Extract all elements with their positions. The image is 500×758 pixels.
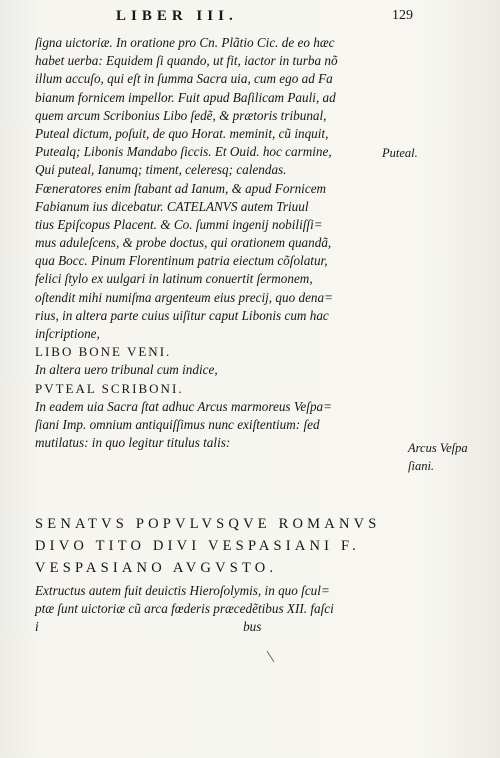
marginal-note-puteal: Puteal. (382, 146, 418, 160)
text-line: rius, in altera parte cuius uiſitur caput Libonis cum hac (35, 307, 329, 323)
text-line: In eadem uia Sacra ſtat adhuc Arcus marmoreus Veſpa= (35, 398, 333, 414)
text-line: mutilatus: in quo legitur titulus talis: (35, 435, 231, 451)
text-line: Extructus autem fuit deuictis Hieroſolymis, in quo ſcul= (35, 583, 330, 598)
text-line: quem arcum Scribonius Libo ſedẽ, & prætoris tribunal, (35, 107, 327, 123)
text-line: inſcriptione, (35, 326, 100, 341)
inscription-line: VESPASIANO AVGVSTO. (35, 560, 278, 576)
page-number: 129 (392, 8, 413, 23)
marginal-note-line: Arcus Veſpa (408, 441, 468, 455)
body-text (35, 34, 380, 452)
text-line: ſiani Imp. omnium antiquiſſimus nunc exiſtentium: ſed (35, 416, 320, 432)
text-line: In altera uero tribunal cum indice, (35, 362, 218, 378)
text-line: Puteal dictum, poſuit, de quo Horat. meminit, cũ inquit, (35, 125, 329, 141)
text-line: felici ſtylo ex uulgari in latinum conuertit ſermonem, (35, 271, 313, 287)
inscription-line: SENATVS POPVLVSQVE ROMANVS (35, 516, 381, 532)
text-line: bianum fornicem impellor. Fuit apud Baſilicam Pauli, ad (35, 89, 336, 105)
coin-legend-obverse: LIBO BONE VENI. (35, 344, 172, 360)
text-line: ſigna uictoriæ. In oratione pro Cn. Plãtio Cic. de eo hæc (35, 35, 335, 50)
text-line: qua Bocc. Pinum Florentinum patria eiectum cõſolatur, (35, 253, 328, 269)
marginal-note-line: ſiani. (408, 459, 435, 474)
text-line: Putealq; Libonis Mandabo ſiccis. Et Ouid. hoc carmine, (35, 144, 332, 160)
text-line: ptæ ſunt uictoriæ cũ arca fœderis præcedẽtibus XII. faſci (35, 601, 334, 617)
marginal-note-arcus (408, 439, 468, 475)
text-line: illum accuſo, qui eſt in ſumma Sacra uia, cum ego ad Fa (35, 71, 333, 87)
text-line: mus aduleſcens, & probe doctus, qui orationem quandã, (35, 235, 332, 251)
ink-stroke-mark (266, 650, 276, 664)
running-head: LIBER III. (116, 8, 238, 24)
arch-inscription (35, 513, 465, 579)
text-line: Qui puteal, Ianumq; timent, celeresq; calendas. (35, 162, 287, 178)
text-line: oſtendit mihi numiſma argenteum eius precij, quo dena= (35, 289, 334, 305)
text-line: Fœneratores enim ſtabant ad Ianum, & apud Fornicem (35, 180, 327, 196)
text-line: habet uerba: Equidem ſi quando, ut fit, iactor in turba nõ (35, 53, 338, 69)
text-line: Fabianum ius dicebatur. CATELANVS autem Triuul (35, 198, 309, 214)
text-line: tius Epiſcopus Placent. & Co. ſummi ingenij nobiliſſi= (35, 216, 323, 232)
closing-text (35, 582, 395, 637)
coin-legend-reverse: PVTEAL SCRIBONI. (35, 380, 184, 396)
catchword-line: i bus (35, 619, 262, 635)
inscription-line: DIVO TITO DIVI VESPASIANI F. (35, 538, 360, 554)
